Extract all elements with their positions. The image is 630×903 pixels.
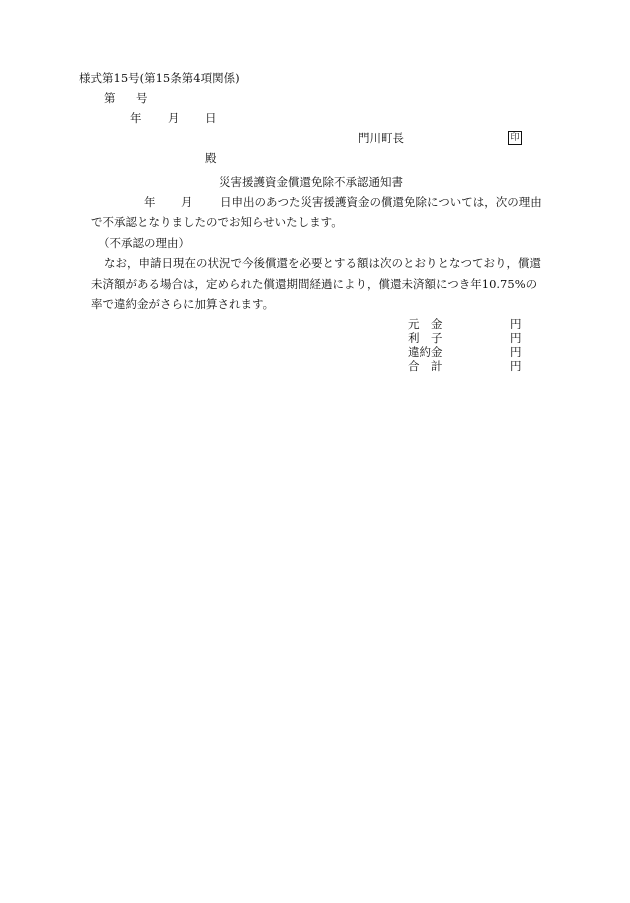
- seal-mark: 印: [508, 131, 522, 145]
- amount-unit: 円: [510, 317, 522, 331]
- date-year: 年: [130, 111, 142, 125]
- amount-unit: 円: [510, 331, 522, 345]
- document-title: 災害援護資金償還免除不承認通知書: [219, 175, 403, 189]
- body-line-1: 日申出のあつた災害援護資金の償還免除については，次の理由: [220, 195, 542, 209]
- reason-line-2: 未済額がある場合は，定められた償還期間経過により，償還未済額につき年10.75%の: [91, 277, 538, 291]
- form-header: 様式第15号(第15条第4項関係): [79, 71, 240, 85]
- date-month: 月: [168, 111, 180, 125]
- amount-label: 違約金: [408, 345, 443, 359]
- reason-line-1: なお，申請日現在の状況で今後償還を必要とする額は次のとおりとなつており，償還: [104, 256, 541, 270]
- body-year: 年: [144, 195, 156, 209]
- amount-unit: 円: [510, 345, 522, 359]
- body-line-2: で不承認となりましたのでお知らせいたします。: [91, 215, 343, 229]
- reason-line-3: 率で違約金がさらに加算されます。: [91, 297, 275, 311]
- amount-label: 合 計: [408, 359, 443, 373]
- amount-label: 利 子: [408, 331, 443, 345]
- issuer-name: 門川町長: [358, 131, 404, 145]
- date-day: 日: [205, 111, 217, 125]
- amount-label: 元 金: [408, 317, 443, 331]
- amount-unit: 円: [510, 359, 522, 373]
- body-month: 月: [181, 195, 193, 209]
- addressee-suffix: 殿: [205, 151, 217, 165]
- number-suffix: 号: [136, 91, 148, 105]
- number-prefix: 第: [104, 91, 116, 105]
- reason-heading: （不承認の理由）: [98, 236, 190, 250]
